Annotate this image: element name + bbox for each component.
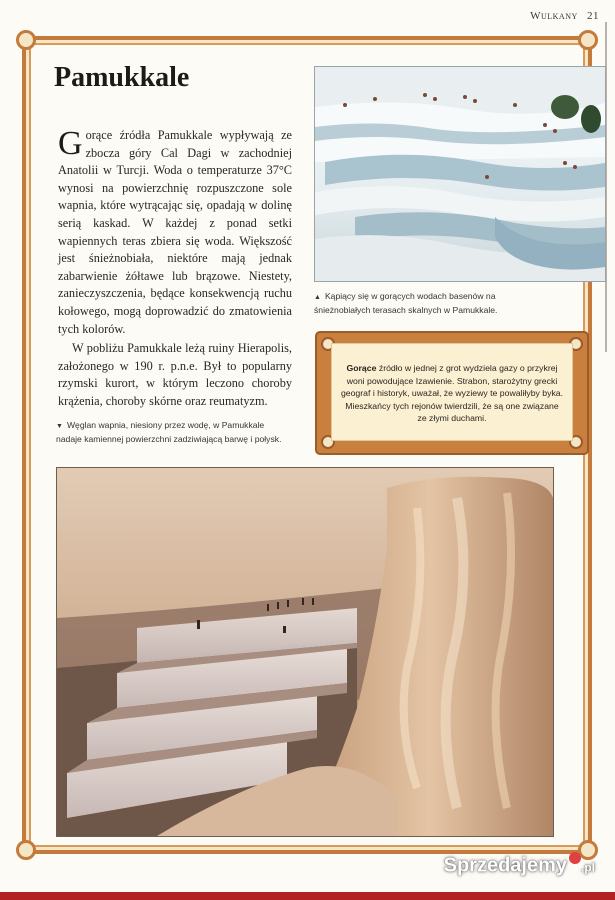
frame-corner-icon — [16, 30, 36, 50]
photo-bathers-terraces — [314, 66, 606, 282]
caption-photo-2-text: Węglan wapnia, niesiony przez wodę, w Pamukkale nadaje kamiennej powierzchni zadziwiającą barwę i połysk. — [56, 420, 282, 444]
sidebar-body: źródło w jednej z grot wydziela gazy o przykrej woni powodujące Izawienie. Strabon, starożytny grecki geograf i historyk, uważał, że wyziewy te powaliłyby byka. Mieszkańcy tych rejonów twierdzili, że są one związane ze złymi duchami. — [340, 363, 564, 424]
watermark-dot-icon — [569, 852, 581, 864]
caption-photo-1 — [314, 290, 554, 316]
drop-cap: G — [58, 125, 83, 162]
frame-corner-icon — [16, 840, 36, 860]
bottom-strip — [0, 892, 615, 900]
article-body — [58, 127, 292, 411]
sidebar-lead-word: Gorące — [346, 363, 377, 373]
triangle-up-icon: ▲ — [314, 294, 321, 301]
paragraph-1-text: orące źródła Pamukkale wypływają ze zbocza góry Cal Dagi w zachodniej Anatolii w Turcji. Woda o temperaturze 37°C wynosi na powierzchnię rozpuszczone sole wapnia, które wytrącając się, opadają w dolinę serią kaskad. W każdej z ponad setki wapiennych teras zbiera się woda. Większość jest śnieżnobiała, niektóre mają jednak zabarwienie żółtawe lub brązowe. Niestety, zanieczyszczenia, będące konsekwencją ruchu kołowego, mogą doprowadzić do zmatowienia tych kolorów. — [58, 128, 292, 336]
frame-corner-icon — [578, 30, 598, 50]
watermark-text: Sprzedajemy — [443, 855, 567, 877]
section-name: Wulkany — [530, 10, 578, 22]
photo-terraces-sunset-image — [57, 468, 553, 836]
triangle-down-icon: ▼ — [56, 423, 63, 430]
page-number: 21 — [587, 10, 599, 22]
sidebar-scroll-box — [317, 333, 587, 453]
watermark-logo — [444, 852, 595, 878]
caption-photo-1-text: Kąpiący się w gorących wodach basenów na śnieżnobiałych terasach skalnych w Pamukkale. — [314, 291, 498, 315]
paragraph-2: W pobliżu Pamukkale leżą ruiny Hierapolis, założonego w 190 r. p.n.e. Był to popularny rzymski kurort, w którym leczono choroby krążenia, choroby skórne oraz reumatyzm. — [58, 341, 292, 408]
photo-terraces-sunset — [56, 467, 554, 837]
watermark-suffix: .pl — [581, 861, 595, 875]
article-title: Pamukkale — [54, 62, 190, 93]
paragraph-1 — [58, 127, 292, 338]
sidebar-text — [331, 343, 573, 441]
photo-bathers-terraces-image — [315, 67, 605, 281]
running-header — [530, 10, 599, 22]
caption-photo-2 — [56, 419, 292, 445]
